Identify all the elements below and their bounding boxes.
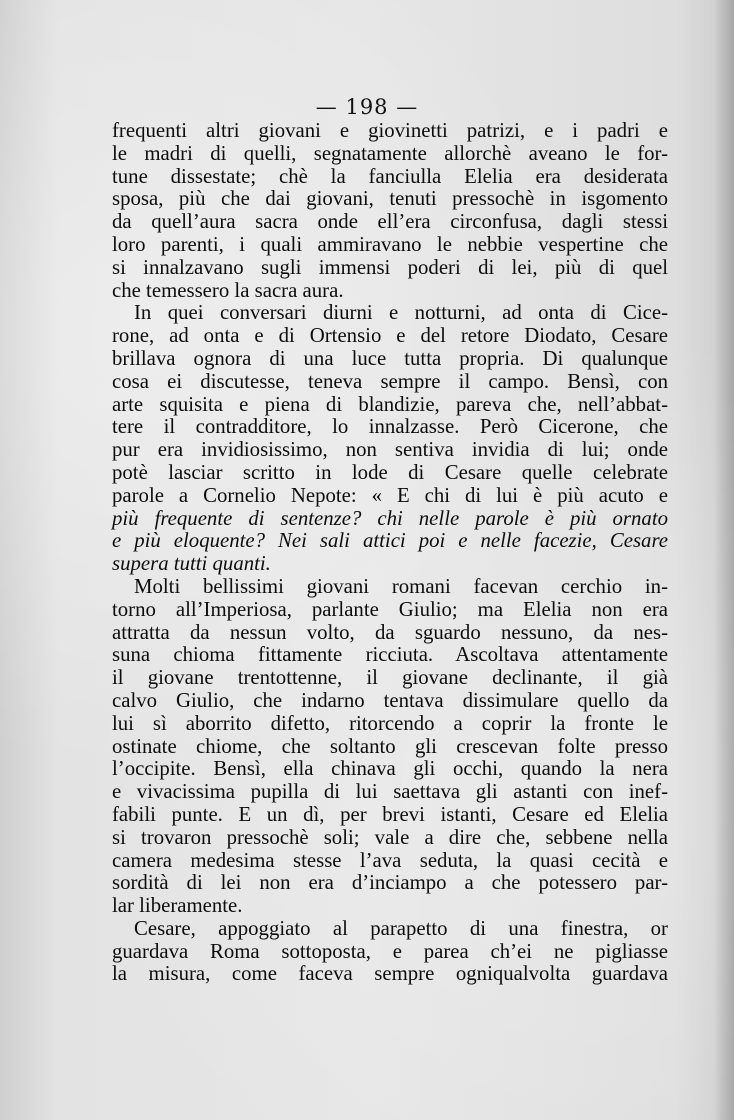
text-line: arte squisita e piena di blandizie, pareva che, nell’abbat- (112, 392, 668, 416)
text-line: si trovaron pressochè soli; vale a dire che, sebbene nella (112, 825, 668, 849)
text-line: loro parenti, i quali ammiravano le nebbie vespertine che (112, 232, 668, 256)
text-line: attratta da nessun volto, da sguardo nessuno, da nes- (112, 620, 668, 644)
text-line: la misura, come faceva sempre ogniqualvolta guardava (112, 962, 668, 986)
text-line: camera medesima stesse l’ava seduta, la quasi cecità e (112, 848, 668, 872)
quote-start-line: parole a Cornelio Nepote: « E chi di lui è più acuto e (112, 483, 668, 507)
text-line: ostinate chiome, che soltanto gli crescevan folte presso (112, 734, 668, 758)
text-line: e vivacissima pupilla di lui saettava gli astanti con inef- (112, 780, 668, 804)
quote-line: e più eloquente? Nei sali attici poi e nelle facezie, Cesare (112, 529, 668, 553)
text-line: sordità di lei non era d’inciampo a che potessero par- (112, 871, 668, 895)
text-line: le madri di quelli, segnatamente allorchè aveano le for- (112, 141, 668, 165)
body-text (112, 120, 668, 986)
text-line: cosa ei discutesse, teneva sempre il campo. Bensì, con (112, 369, 668, 393)
text-line: potè lasciar scritto in lode di Cesare quelle celebrate (112, 460, 668, 484)
text-line: suna chioma fittamente ricciuta. Ascoltava attentamente (112, 643, 668, 667)
paragraph-start-line: Cesare, appoggiato al parapetto di una finestra, or (134, 916, 668, 940)
text-line: sposa, più che dai giovani, tenuti pressochè in isgomento (112, 187, 668, 211)
text-line: fabili punte. E un dì, per brevi istanti, Cesare ed Elelia (112, 802, 668, 826)
text-line: torno all’Imperiosa, parlante Giulio; ma Elelia non era (112, 597, 668, 621)
text-line: rone, ad onta e di Ortensio e del retore Diodato, Cesare (112, 324, 668, 348)
paragraph-end-line: lar liberamente. (112, 894, 243, 918)
text-line: l’occipite. Bensì, ella chinava gli occhi, quando la nera (112, 757, 668, 781)
text-line: brillava ognora di una luce tutta propria. Di qualunque (112, 346, 668, 370)
quote-line: più frequente di sentenze? chi nelle parole è più ornato (112, 506, 668, 530)
text-line: frequenti altri giovani e giovinetti patrizi, e i padri e (112, 119, 668, 142)
text-line: lui sì aborrito difetto, ritorcendo a coprir la fronte le (112, 711, 668, 735)
text-line: tere il contradditore, lo innalzasse. Però Cicerone, che (112, 415, 668, 439)
text-line: pur era invidiosissimo, non sentiva invidia di lui; onde (112, 438, 668, 462)
page-number: — 198 — (315, 95, 419, 119)
quote-end-line: supera tutti quanti. (112, 552, 271, 576)
text-line: il giovane trentottenne, il giovane declinante, il già (112, 666, 668, 690)
text-line: da quell’aura sacra onde ell’era circonfusa, dagli stessi (112, 210, 668, 234)
paragraph-start-line: In quei conversari diurni e notturni, ad onta di Cice- (134, 301, 668, 325)
text-line: si innalzavano sugli immensi poderi di lei, più di quel (112, 255, 668, 279)
paragraph-start-line: Molti bellissimi giovani romani facevan cerchio in- (134, 574, 668, 598)
paragraph-end-line: che temessero la sacra aura. (112, 278, 344, 302)
text-line: tune dissestate; chè la fanciulla Elelia era desiderata (112, 164, 668, 188)
text-line: calvo Giulio, che indarno tentava dissimulare quello da (112, 688, 668, 712)
text-line: guardava Roma sottoposta, e parea ch’ei ne pigliasse (112, 939, 668, 963)
page-edge-shadow (714, 0, 734, 1120)
